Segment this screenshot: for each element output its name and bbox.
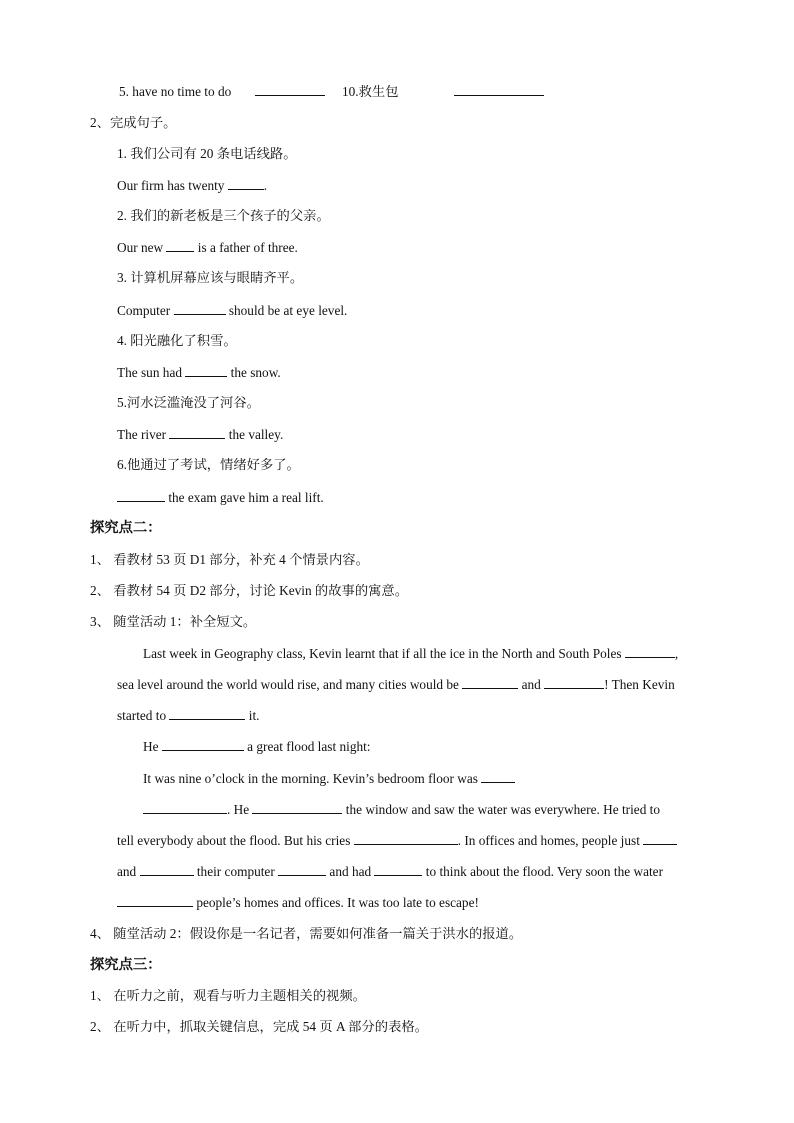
- passage-line-3: [117, 707, 259, 724]
- sentence-text: is a father of three.: [194, 240, 298, 255]
- passage-line-7: [117, 832, 677, 849]
- answer-blank[interactable]: [169, 707, 245, 720]
- passage-line-2: [117, 676, 675, 693]
- answer-blank[interactable]: [174, 302, 226, 315]
- sentence-text: the valley.: [225, 427, 284, 442]
- passage-text: their computer: [193, 864, 279, 879]
- sentence-2-cn: 2. 我们的新老板是三个孩子的父亲。: [117, 208, 330, 223]
- sentence-text: the snow.: [227, 365, 281, 380]
- item-5-line: [119, 83, 325, 100]
- sentence-5-en: [117, 426, 283, 443]
- passage-text: It was nine o’clock in the morning. Kevin’s bedroom floor was: [143, 771, 482, 786]
- sentence-4-en: [117, 364, 281, 381]
- explore-2-q4: 4、 随堂活动 2：假设你是一名记者，需要如何准备一篇关于洪水的报道。: [90, 926, 523, 941]
- answer-blank[interactable]: [252, 801, 342, 814]
- answer-blank[interactable]: [481, 770, 515, 783]
- passage-text: and: [117, 864, 140, 879]
- item-10-line: [342, 83, 544, 100]
- section-2-heading: 2、完成句子。: [90, 115, 177, 130]
- passage-text: tell everybody about the flood. But his cries: [117, 833, 354, 848]
- explore-2-title: 探究点二：: [90, 520, 162, 536]
- passage-text: started to: [117, 708, 170, 723]
- passage-line-1: [143, 645, 678, 662]
- sentence-text: Our firm has twenty: [117, 178, 228, 193]
- passage-text: sea level around the world would rise, and many cities would be: [117, 677, 463, 692]
- passage-text: He: [143, 739, 162, 754]
- sentence-text: The sun had: [117, 365, 186, 380]
- passage-line-6: [143, 801, 660, 818]
- answer-blank[interactable]: [374, 863, 422, 876]
- sentence-5-cn: 5.河水泛滥淹没了河谷。: [117, 395, 260, 410]
- passage-text: . He: [227, 802, 253, 817]
- passage-text: ,: [674, 646, 679, 661]
- sentence-6-en: [117, 489, 324, 506]
- answer-blank[interactable]: [625, 645, 675, 658]
- answer-blank[interactable]: [454, 83, 544, 96]
- passage-text: ! Then Kevin: [604, 677, 675, 692]
- passage-text: it.: [245, 708, 260, 723]
- sentence-3-cn: 3. 计算机屏幕应该与眼睛齐平。: [117, 270, 304, 285]
- answer-blank[interactable]: [354, 832, 458, 845]
- passage-line-9: [117, 894, 479, 911]
- answer-blank[interactable]: [140, 863, 194, 876]
- passage-text: Last week in Geography class, Kevin learnt that if all the ice in the North and South Poles: [143, 646, 625, 661]
- sentence-text: The river: [117, 427, 170, 442]
- sentence-text: the exam gave him a real lift.: [165, 490, 324, 505]
- answer-blank[interactable]: [544, 676, 604, 689]
- answer-blank[interactable]: [185, 364, 227, 377]
- sentence-text: should be at eye level.: [225, 303, 348, 318]
- answer-blank[interactable]: [255, 83, 325, 96]
- explore-3-title: 探究点三：: [90, 957, 162, 973]
- sentence-4-cn: 4. 阳光融化了积雪。: [117, 333, 237, 348]
- sentence-2-en: [117, 239, 298, 256]
- passage-text: a great flood last night:: [243, 739, 371, 754]
- answer-blank[interactable]: [462, 676, 518, 689]
- answer-blank[interactable]: [166, 239, 194, 252]
- explore-3-q1: 1、 在听力之前，观看与听力主题相关的视频。: [90, 988, 366, 1003]
- answer-blank[interactable]: [228, 177, 264, 190]
- item-10-text: 10.救生包: [342, 84, 399, 99]
- passage-text: and: [518, 677, 545, 692]
- answer-blank[interactable]: [643, 832, 677, 845]
- explore-2-q3: 3、 随堂活动 1：补全短文。: [90, 614, 257, 629]
- sentence-text: Our new: [117, 240, 167, 255]
- sentence-text: .: [263, 178, 268, 193]
- answer-blank[interactable]: [117, 489, 165, 502]
- sentence-1-en: [117, 177, 267, 194]
- sentence-1-cn: 1. 我们公司有 20 条电话线路。: [117, 146, 297, 161]
- passage-text: to think about the flood. Very soon the water: [422, 864, 664, 879]
- sentence-6-cn: 6.他通过了考试，情绪好多了。: [117, 457, 300, 472]
- answer-blank[interactable]: [143, 801, 227, 814]
- passage-text: people’s homes and offices. It was too late to escape!: [193, 895, 479, 910]
- explore-2-q2: 2、 看教材 54 页 D2 部分，讨论 Kevin 的故事的寓意。: [90, 583, 409, 598]
- passage-line-5: [143, 770, 515, 787]
- explore-2-q1: 1、 看教材 53 页 D1 部分，补充 4 个情景内容。: [90, 552, 369, 567]
- answer-blank[interactable]: [278, 863, 326, 876]
- passage-text: . In offices and homes, people just: [457, 833, 644, 848]
- passage-text: the window and saw the water was everywhere. He tried to: [342, 802, 661, 817]
- explore-3-q2: 2、 在听力中，抓取关键信息，完成 54 页 A 部分的表格。: [90, 1019, 428, 1034]
- sentence-3-en: [117, 302, 347, 319]
- passage-text: and had: [326, 864, 375, 879]
- answer-blank[interactable]: [162, 738, 244, 751]
- answer-blank[interactable]: [169, 426, 225, 439]
- sentence-text: Computer: [117, 303, 174, 318]
- answer-blank[interactable]: [117, 894, 193, 907]
- passage-line-4: [143, 738, 371, 755]
- item-5-text: 5. have no time to do: [119, 84, 232, 99]
- passage-line-8: [117, 863, 663, 880]
